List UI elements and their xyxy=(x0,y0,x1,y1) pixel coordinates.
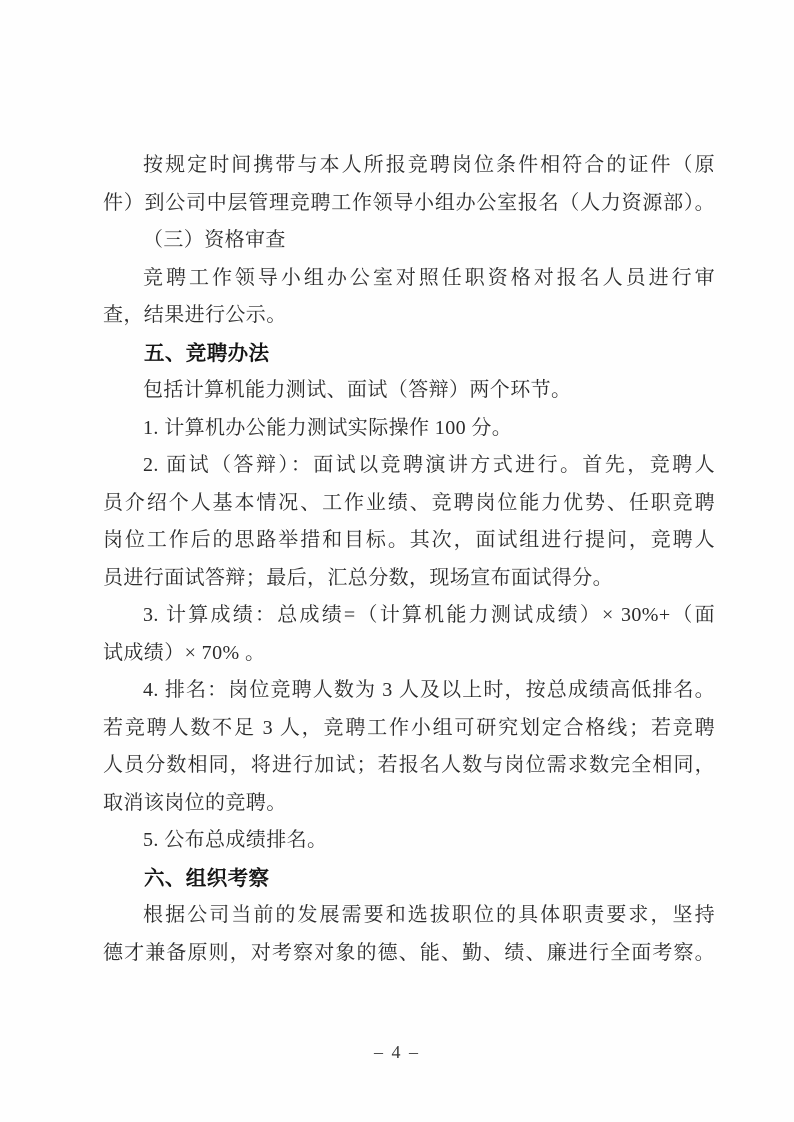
doc-line: 件）到公司中层管理竞聘工作领导小组办公室报名（人力资源部）。 xyxy=(103,191,715,214)
doc-line: 德才兼备原则，对考察对象的德、能、勤、绩、廉进行全面考察。 xyxy=(103,941,715,964)
doc-line: 若竞聘人数不足 3 人，竞聘工作小组可研究划定合格线；若竞聘 xyxy=(103,716,715,739)
doc-line: 3. 计算成绩：总成绩=（计算机能力测试成绩）× 30%+（面 xyxy=(143,604,715,626)
doc-line: 查，结果进行公示。 xyxy=(103,304,287,326)
doc-line: 员介绍个人基本情况、工作业绩、竞聘岗位能力优势、任职竞聘 xyxy=(103,491,715,514)
subheading-qualification-review: （三）资格审查 xyxy=(143,229,286,251)
page-number: – 4 – xyxy=(374,1042,420,1062)
doc-line: 4. 排名：岗位竞聘人数为 3 人及以上时，按总成绩高低排名。 xyxy=(143,679,715,701)
doc-line: 包括计算机能力测试、面试（答辩）两个环节。 xyxy=(143,379,572,401)
doc-line: 1. 计算机办公能力测试实际操作 100 分。 xyxy=(143,416,513,439)
doc-line: 2. 面试（答辩）：面试以竞聘演讲方式进行。首先，竞聘人 xyxy=(143,454,715,476)
doc-line: 竞聘工作领导小组办公室对照任职资格对报名人员进行审 xyxy=(143,266,715,289)
heading-recruitment-method: 五、竞聘办法 xyxy=(144,341,270,365)
doc-line: 根据公司当前的发展需要和选拔职位的具体职责要求，坚持 xyxy=(143,904,715,926)
doc-line: 员进行面试答辩；最后，汇总分数，现场宣布面试得分。 xyxy=(103,566,613,589)
heading-organizational-review: 六、组织考察 xyxy=(144,866,270,890)
document-body xyxy=(103,147,715,972)
doc-line: 试成绩）× 70% 。 xyxy=(103,641,266,664)
doc-line: 5. 公布总成绩排名。 xyxy=(143,829,328,851)
doc-line: 按规定时间携带与本人所报竞聘岗位条件相符合的证件（原 xyxy=(143,154,715,176)
doc-line: 岗位工作后的思路举措和目标。其次，面试组进行提问，竞聘人 xyxy=(103,529,715,551)
doc-line: 人员分数相同，将进行加试；若报名人数与岗位需求数完全相同， xyxy=(103,754,715,776)
doc-line: 取消该岗位的竞聘。 xyxy=(103,791,287,814)
